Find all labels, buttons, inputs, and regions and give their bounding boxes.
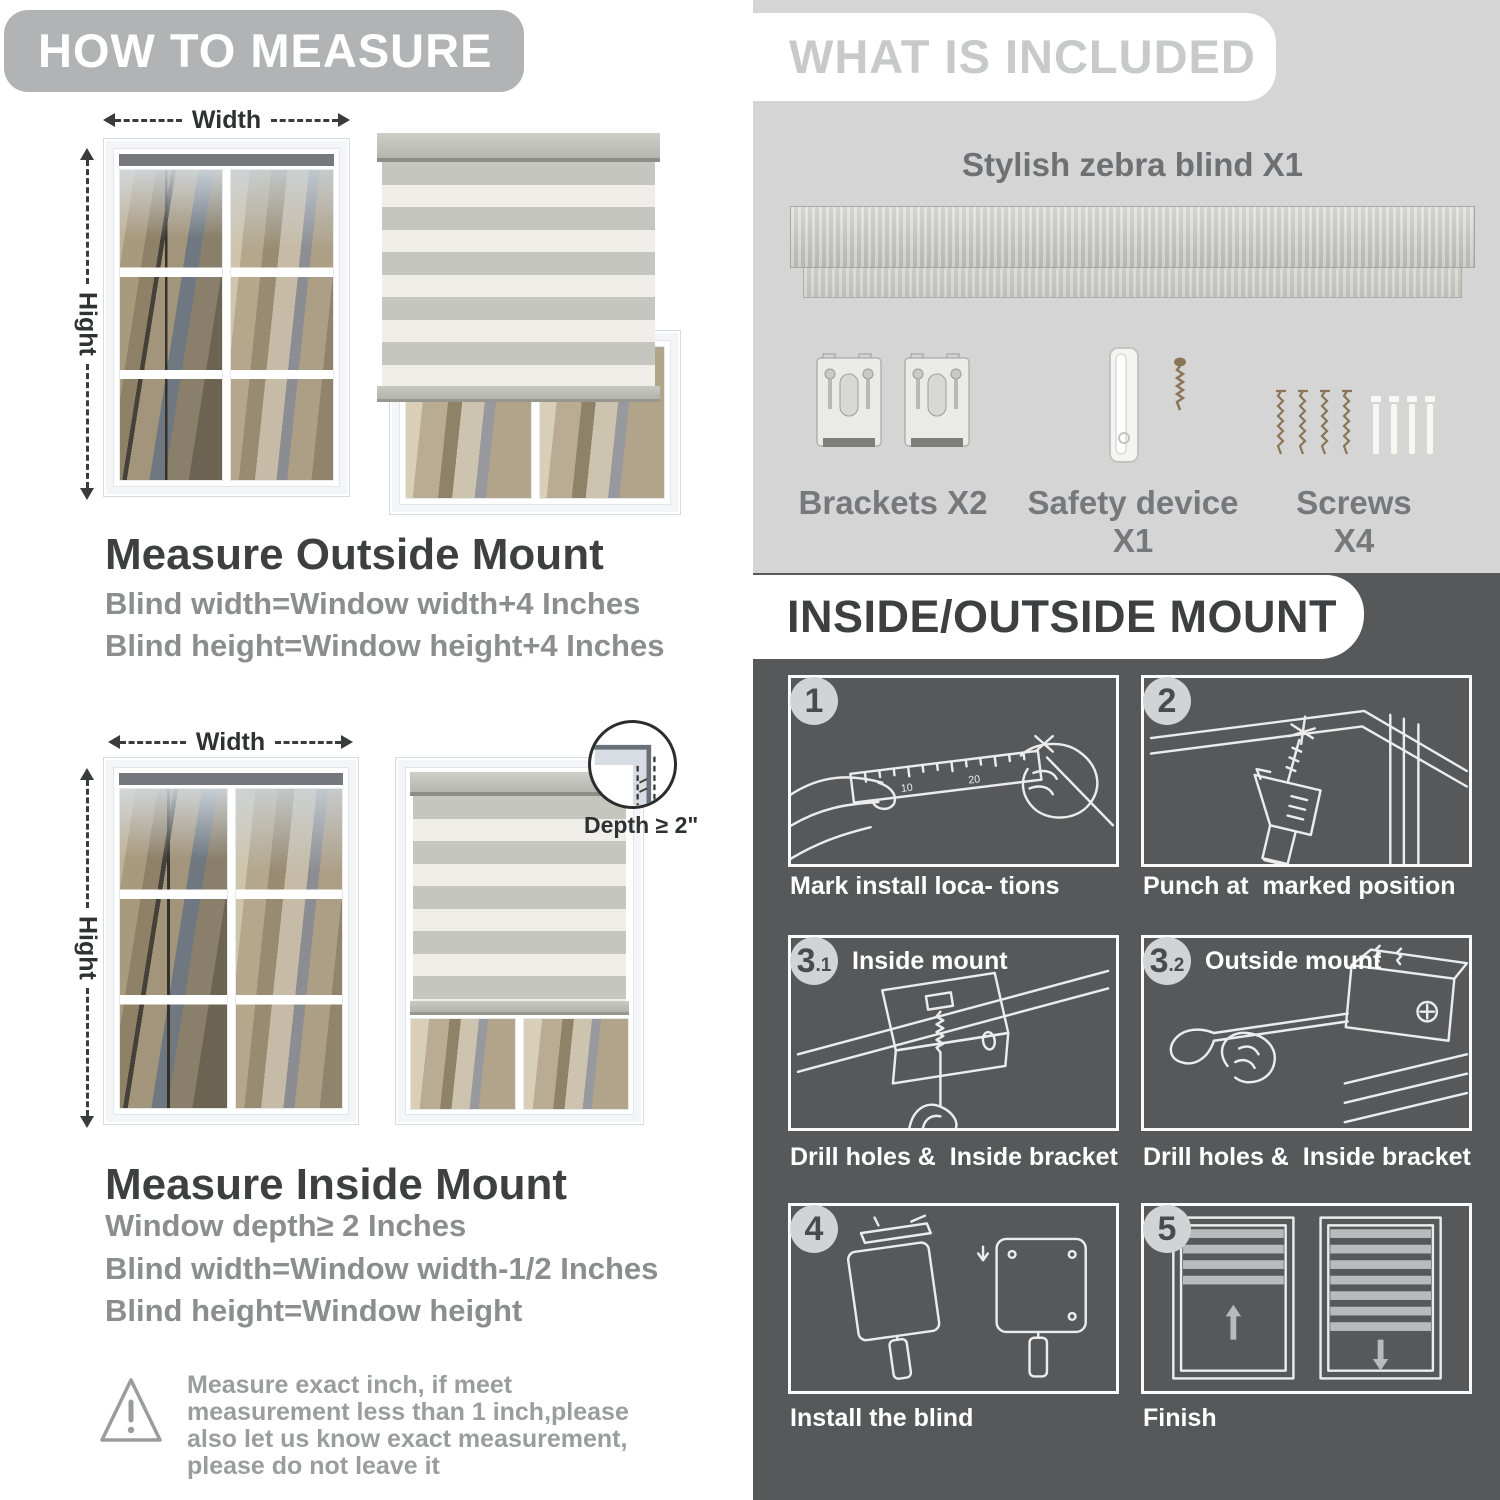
svg-text:10: 10 — [900, 781, 914, 795]
inside-mount-heading: Measure Inside Mount — [105, 1160, 568, 1209]
step-3-1-badge: 3 .1 — [790, 937, 838, 985]
blind-bottom-rail — [377, 386, 660, 402]
inside-rule-2: Blind width=Window width-1/2 Inches — [105, 1251, 659, 1286]
arrow-up-icon — [80, 768, 94, 780]
warning-triangle-icon — [98, 1374, 164, 1448]
how-to-measure-header: HOW TO MEASURE — [4, 10, 524, 92]
step-1-badge: 1 — [790, 677, 838, 725]
brackets-label: Brackets X2 — [798, 484, 988, 521]
step-1-caption: Mark install loca- tions — [790, 872, 1060, 900]
step-4-badge: 4 — [790, 1205, 838, 1253]
step-3-1-title: Inside mount — [852, 947, 1008, 975]
window-top-shade — [119, 773, 343, 785]
width-label: Width — [191, 105, 262, 134]
what-is-included-header: WHAT IS INCLUDED — [753, 13, 1276, 101]
step-3-2-badge: 3 .2 — [1143, 937, 1191, 985]
depth-inset-circle — [588, 720, 677, 809]
brackets-icon — [813, 350, 973, 468]
window-sash-right — [230, 169, 334, 481]
zebra-blind-outside-mount — [377, 133, 660, 402]
punch-position-illustration — [1144, 678, 1469, 864]
arrow-down-icon — [80, 488, 94, 500]
depth-label: Depth ≥ 2" — [584, 812, 699, 838]
outside-mount-heading: Measure Outside Mount — [105, 530, 604, 579]
width-arrow-inside — [108, 728, 353, 756]
zebra-blind-headrail-product — [790, 206, 1475, 268]
arrow-down-icon — [80, 1116, 94, 1128]
inside-rule-1: Window depth≥ 2 Inches — [105, 1208, 467, 1243]
zebra-blind-inside-mount — [410, 772, 629, 1015]
step-2-caption: Punch at marked position — [1143, 872, 1456, 900]
frame-corner-zoom-icon — [591, 723, 674, 806]
mark-locations-illustration — [791, 678, 1116, 864]
blind-bottom-rail — [410, 1001, 629, 1015]
outside-rule-2: Blind height=Window height+4 Inches — [105, 628, 665, 663]
measure-warning-text: Measure exact inch, if meet measurement less than 1 inch,please also let us know exact measurement, please do not leave it — [187, 1371, 629, 1480]
arrow-left-icon — [108, 735, 120, 749]
safety-device-icon — [1098, 346, 1208, 468]
step-5-badge: 5 — [1143, 1205, 1191, 1253]
finish-illustration — [1144, 1206, 1469, 1391]
inside-rule-3: Blind height=Window height — [105, 1293, 523, 1328]
step-5-caption: Finish — [1143, 1404, 1217, 1432]
height-arrow-inside — [72, 768, 102, 1128]
screws-label: Screws X4 — [1296, 484, 1412, 559]
product-label: Stylish zebra blind X1 — [961, 146, 1304, 183]
window-sash-right — [235, 788, 344, 1109]
window-outside-bare — [103, 138, 350, 497]
step-4-caption: Install the blind — [790, 1404, 974, 1432]
svg-text:20: 20 — [967, 773, 981, 787]
window-sash-left — [119, 788, 228, 1109]
outside-rule-1: Blind width=Window width+4 Inches — [105, 586, 641, 621]
arrow-right-icon — [341, 735, 353, 749]
install-blind-illustration — [791, 1206, 1116, 1391]
width-label: Width — [195, 727, 266, 756]
safety-device-label: Safety device X1 — [1027, 484, 1239, 559]
step-2-badge: 2 — [1143, 677, 1191, 725]
height-arrow-outside — [72, 148, 102, 500]
inside-outside-mount-header: INSIDE/OUTSIDE MOUNT — [753, 575, 1364, 659]
arrow-right-icon — [338, 113, 350, 127]
height-label: Hight — [73, 292, 102, 356]
blind-headrail — [377, 133, 660, 162]
arrow-left-icon — [103, 113, 115, 127]
step-3-1-caption: Drill holes & Inside bracket — [790, 1143, 1118, 1171]
blind-fabric — [382, 162, 655, 386]
zebra-blind-headrail-lip — [803, 268, 1462, 298]
width-arrow-outside — [103, 106, 350, 134]
window-sash-left — [119, 169, 223, 481]
height-label: Hight — [73, 916, 102, 980]
step-3-2-title: Outside mount — [1205, 947, 1382, 975]
window-inside-bare — [103, 757, 359, 1125]
step-3-2-caption: Drill holes & Inside bracket — [1143, 1143, 1471, 1171]
window-top-shade — [119, 154, 334, 166]
screws-icon — [1266, 385, 1436, 473]
arrow-up-icon — [80, 148, 94, 160]
